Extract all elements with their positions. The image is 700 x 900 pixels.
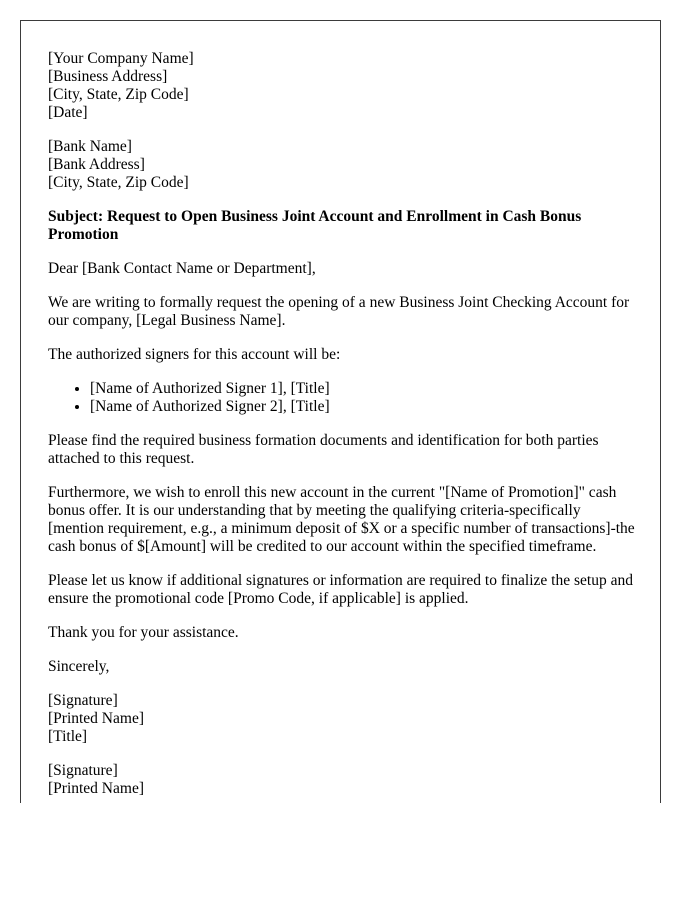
printed-name-line: [Printed Name] (48, 710, 144, 727)
paragraph-documents: Please find the required business formation documents and identification for both parties attached to this request. (48, 432, 599, 467)
letter-page (20, 20, 661, 803)
paragraph-request: We are writing to formally request the opening of a new Business Joint Checking Account for our company, [Legal Business Name]. (48, 294, 630, 329)
paragraph-promotion: Furthermore, we wish to enroll this new account in the current "[Name of Promotion]" cash bonus offer. It is our understanding that by meeting the qualifying criteria-specifically [mention requirement, e.g., a minimum deposit of $X or a specific number of transactions]-the cash bonus of $[Amount] will be credited to our account within the specified timeframe. (48, 484, 635, 555)
letter-content (21, 21, 660, 798)
recipient-bank-line: [Bank Name] (48, 138, 132, 155)
paragraph-finalize: Please let us know if additional signatures or information are required to finalize the setup and ensure the promotional code [Promo Code, if applicable] is applied. (48, 572, 633, 607)
recipient-city-line: [City, State, Zip Code] (48, 174, 189, 191)
sender-address-line: [Business Address] (48, 68, 168, 85)
letter-date-line: [Date] (48, 104, 88, 121)
printed-name-line: [Printed Name] (48, 780, 144, 797)
sender-city-line: [City, State, Zip Code] (48, 86, 189, 103)
recipient-address-line: [Bank Address] (48, 156, 145, 173)
signature-block-1 (48, 692, 636, 746)
salutation: Dear [Bank Contact Name or Department], (48, 260, 316, 277)
signature-block-2 (48, 762, 636, 798)
recipient-address-block (48, 138, 636, 192)
sender-address-block (48, 50, 636, 122)
signer-item: • [Name of Authorized Signer 1], [Title] (90, 380, 636, 398)
sender-company-line: [Your Company Name] (48, 50, 194, 67)
closing-line: Sincerely, (48, 658, 110, 675)
signature-line: [Signature] (48, 692, 118, 709)
signer-item: • [Name of Authorized Signer 2], [Title] (90, 398, 636, 416)
paragraph-thanks: Thank you for your assistance. (48, 624, 239, 641)
authorized-signers-list (48, 380, 636, 416)
paragraph-signers-intro: The authorized signers for this account will be: (48, 346, 341, 363)
title-line: [Title] (48, 728, 88, 745)
subject-line: Subject: Request to Open Business Joint Account and Enrollment in Cash Bonus Promotion (48, 208, 582, 243)
signature-line: [Signature] (48, 762, 118, 779)
